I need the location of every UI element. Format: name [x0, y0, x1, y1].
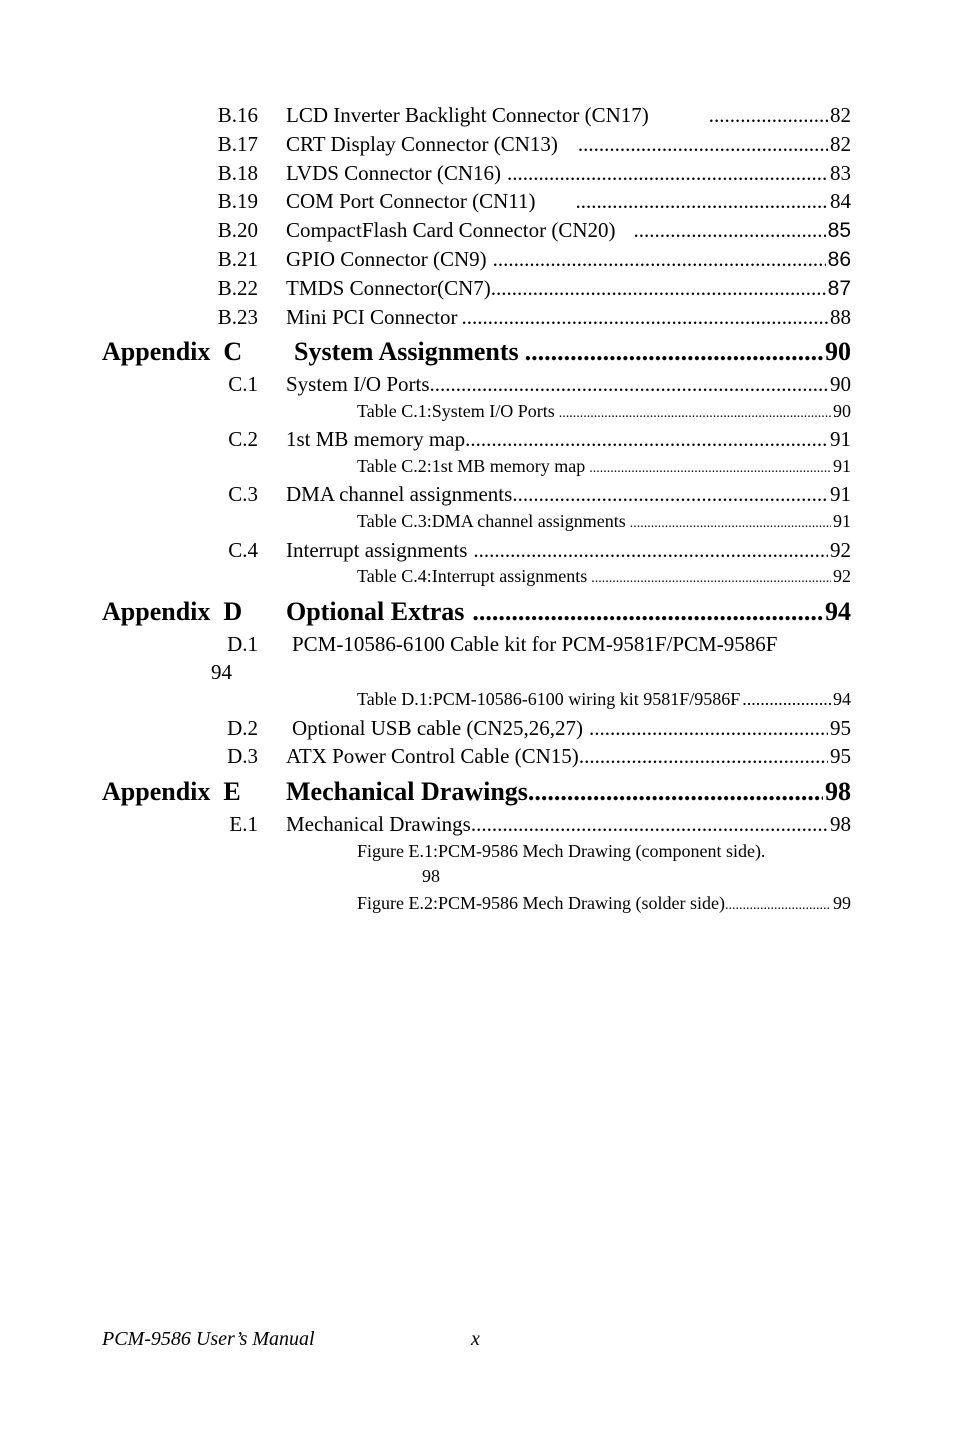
leader-dots — [472, 597, 823, 627]
toc-entry-number: D.2 — [227, 716, 258, 740]
toc-table-title: Table D.1:PCM-10586-6100 wiring kit 9581F/9586F — [357, 689, 741, 709]
footer-manual-title: PCM-9586 User’s Manual — [102, 1328, 315, 1350]
toc-page-number: 98 — [422, 866, 440, 886]
toc-page-number: 94 — [211, 660, 232, 684]
toc-page-number: 92 — [830, 538, 851, 562]
leader-dots — [634, 218, 826, 243]
toc-figure-title: Figure E.2:PCM-9586 Mech Drawing (solder side) — [357, 893, 725, 913]
leader-dots — [725, 898, 831, 914]
toc-entry[interactable] — [286, 372, 851, 397]
toc-entry[interactable] — [292, 716, 851, 741]
toc-entry-title: CRT Display Connector (CN13) — [286, 132, 558, 156]
leader-dots — [709, 103, 828, 128]
toc-page-number: 91 — [830, 427, 851, 451]
toc-entry-number: B.16 — [217, 103, 258, 127]
toc-entry-number: B.20 — [217, 218, 258, 242]
toc-appendix-entry[interactable] — [286, 597, 851, 627]
toc-entry-number: C.4 — [228, 538, 258, 562]
toc-entry[interactable] — [286, 538, 851, 563]
toc-table-entry[interactable] — [357, 511, 851, 532]
toc-entry-title: LVDS Connector (CN16) — [286, 161, 502, 185]
toc-table-entry[interactable] — [357, 401, 851, 422]
toc-page-number: 90 — [833, 401, 851, 421]
toc-entry-number: C.3 — [228, 482, 258, 506]
appendix-label: Appendix C — [102, 337, 243, 366]
toc-entry[interactable] — [286, 103, 851, 128]
toc-entry[interactable] — [286, 812, 851, 837]
leader-dots — [430, 372, 828, 397]
toc-entry-number: B.21 — [217, 247, 258, 271]
toc-entry-title: LCD Inverter Backlight Connector (CN17) — [286, 103, 649, 127]
appendix-label: Appendix E — [102, 777, 241, 806]
toc-entry-number: D.1 — [227, 632, 258, 656]
toc-entry-number: D.3 — [227, 744, 258, 768]
toc-entry[interactable] — [286, 132, 851, 157]
toc-table-title: Table C.3:DMA channel assignments — [357, 511, 626, 531]
leader-dots — [575, 189, 828, 214]
leader-dots — [493, 247, 826, 272]
toc-entry-number: B.23 — [217, 305, 258, 329]
toc-entry-title: Mini PCI Connector — [286, 305, 458, 329]
toc-entry-title: CompactFlash Card Connector (CN20) — [286, 218, 616, 242]
toc-page-number: 90 — [830, 372, 851, 396]
toc-table-title: Table C.2:1st MB memory map — [357, 456, 586, 476]
leader-dots — [589, 461, 831, 477]
leader-dots — [579, 744, 828, 769]
toc-page-number: 98 — [830, 812, 851, 836]
toc-entry-title: 1st MB memory map — [286, 427, 466, 451]
toc-table-title: Table C.1:System I/O Ports — [357, 401, 555, 421]
toc-appendix-title: Optional Extras — [286, 597, 465, 626]
toc-page-number: 88 — [830, 305, 851, 329]
toc-entry[interactable] — [286, 218, 851, 243]
toc-appendix-title: System Assignments — [294, 337, 519, 366]
toc-appendix-entry[interactable] — [286, 777, 851, 807]
toc-page-number: 91 — [833, 511, 851, 531]
toc-page-number: 92 — [833, 566, 851, 586]
toc-entry-title: TMDS Connector(CN7) — [286, 276, 491, 300]
toc-entry[interactable] — [286, 161, 851, 186]
toc-page-number: 98 — [825, 777, 851, 806]
toc-entry[interactable] — [286, 276, 851, 301]
footer-page-number: x — [471, 1328, 480, 1350]
toc-entry-number: B.19 — [217, 189, 258, 213]
leader-dots — [507, 161, 828, 186]
toc-page-number: 84 — [830, 189, 851, 213]
toc-entry[interactable] — [286, 305, 851, 330]
toc-entry-title: System I/O Ports — [286, 372, 430, 396]
leader-dots — [591, 571, 831, 587]
toc-entry-title: GPIO Connector (CN9) — [286, 247, 487, 271]
leader-dots — [512, 482, 828, 507]
toc-page-number: 95 — [830, 744, 851, 768]
leader-dots — [491, 276, 826, 301]
toc-appendix-title: Mechanical Drawings — [286, 777, 528, 806]
toc-page-number: 85 — [827, 219, 851, 242]
leader-dots — [742, 689, 831, 710]
toc-entry[interactable] — [286, 482, 851, 507]
leader-dots — [525, 337, 823, 367]
toc-figure-title[interactable]: Figure E.1:PCM-9586 Mech Drawing (component side). — [357, 841, 766, 861]
toc-page-number: 83 — [830, 161, 851, 185]
toc-table-entry[interactable] — [357, 689, 851, 710]
toc-entry-title: Optional USB cable (CN25,26,27) — [292, 716, 584, 740]
toc-page-number: 94 — [833, 689, 851, 709]
leader-dots — [630, 516, 831, 532]
leader-dots — [462, 305, 829, 330]
leader-dots — [473, 538, 828, 563]
toc-entry-title: ATX Power Control Cable (CN15) — [286, 744, 579, 768]
toc-page-number: 94 — [825, 597, 851, 626]
leader-dots — [559, 406, 831, 422]
toc-entry-title: Interrupt assignments — [286, 538, 468, 562]
appendix-label: Appendix D — [102, 597, 243, 626]
toc-page-number: 91 — [830, 482, 851, 506]
toc-page-number: 90 — [825, 337, 851, 366]
toc-entry[interactable] — [286, 189, 851, 214]
toc-table-title: Table C.4:Interrupt assignments — [357, 566, 588, 586]
toc-page-number: 82 — [830, 132, 851, 156]
toc-page-number: 99 — [833, 893, 851, 913]
toc-entry-title: DMA channel assignments — [286, 482, 513, 506]
leader-dots — [578, 132, 828, 157]
toc-entry-title: Mechanical Drawings — [286, 812, 471, 836]
toc-entry-number: C.1 — [228, 372, 258, 396]
leader-dots — [471, 812, 828, 837]
toc-page-number: 95 — [830, 716, 851, 740]
toc-page-number: 87 — [827, 277, 851, 300]
toc-figure-entry[interactable] — [357, 893, 851, 914]
toc-entry-number: B.17 — [217, 132, 258, 156]
toc-table-entry[interactable] — [357, 456, 851, 477]
toc-entry-title: COM Port Connector (CN11) — [286, 189, 536, 213]
toc-entry-number: E.1 — [229, 812, 258, 836]
leader-dots — [465, 427, 828, 452]
toc-entry-number: B.18 — [217, 161, 258, 185]
toc-entry[interactable] — [286, 744, 851, 769]
toc-entry-title[interactable]: PCM-10586-6100 Cable kit for PCM-9581F/PCM-9586F — [292, 632, 778, 656]
toc-appendix-entry[interactable] — [294, 337, 851, 367]
toc-entry[interactable] — [286, 247, 851, 272]
leader-dots — [528, 777, 823, 807]
toc-page-number: 86 — [827, 248, 851, 271]
toc-page-number: 91 — [833, 456, 851, 476]
leader-dots — [589, 716, 828, 741]
toc-entry-number: C.2 — [228, 427, 258, 451]
toc-page-number: 82 — [830, 103, 851, 127]
toc-table-entry[interactable] — [357, 566, 851, 587]
toc-entry-number: B.22 — [217, 276, 258, 300]
toc-entry[interactable] — [286, 427, 851, 452]
